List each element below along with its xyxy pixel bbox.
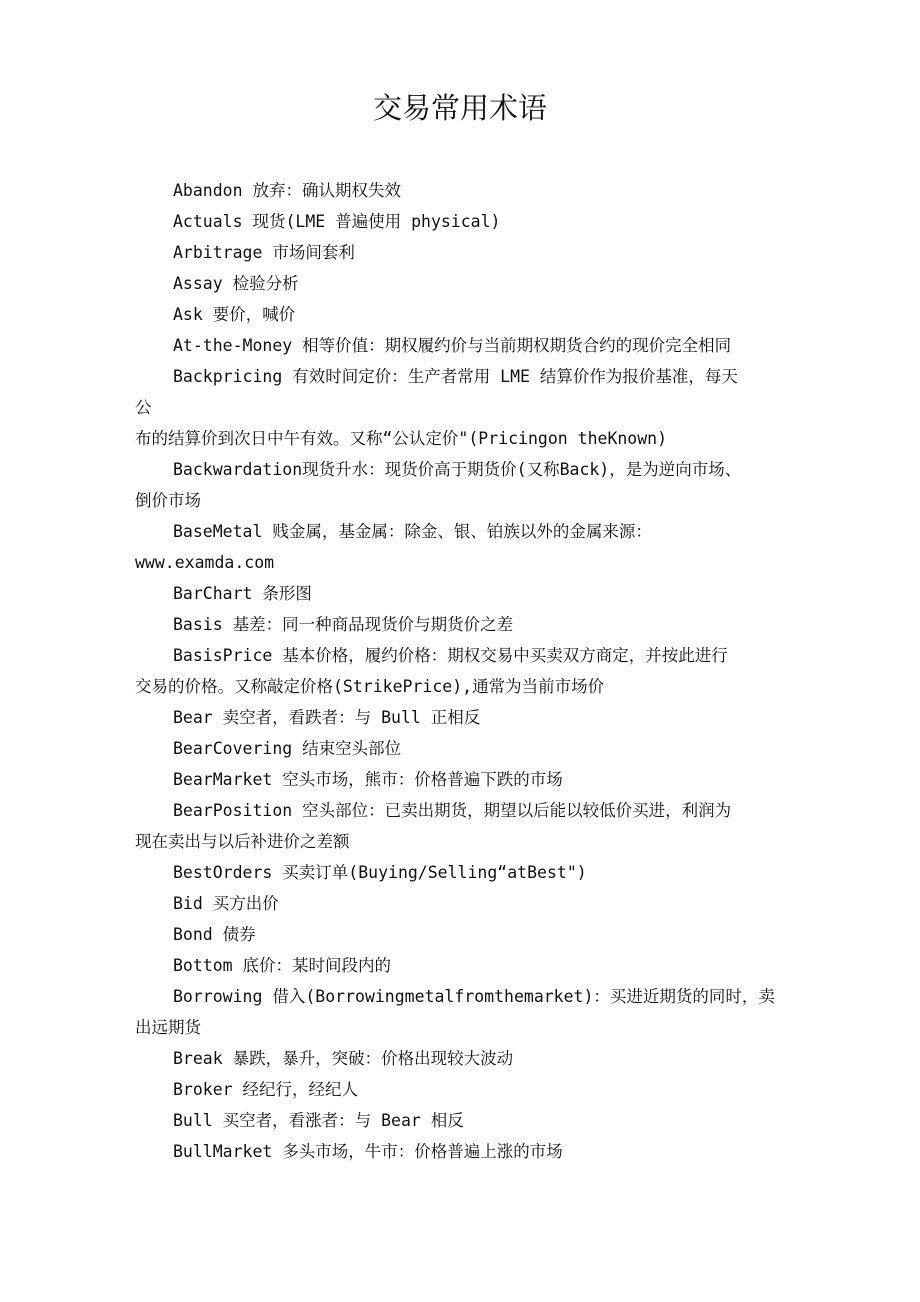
paragraph-line: Ask 要价，喊价 (173, 305, 296, 324)
paragraph-line: Arbitrage 市场间套利 (173, 243, 355, 262)
paragraph-line: Borrowing 借入(Borrowingmetalfromthemarket)：买进近期货的同时，卖 (173, 987, 775, 1006)
paragraph-line: BearCovering 结束空头部位 (173, 739, 402, 758)
paragraph-line: BarChart 条形图 (173, 584, 312, 603)
paragraph-line: Actuals 现货(LME 普遍使用 physical) (173, 212, 501, 231)
paragraph-line: Bottom 底价：某时间段内的 (173, 956, 392, 975)
paragraph-line: 交易的价格。又称敲定价格(StrikePrice),通常为当前市场价 (135, 677, 605, 696)
paragraph-line: Break 暴跌，暴升，突破：价格出现较大波动 (173, 1049, 514, 1068)
paragraph-line: BearPosition 空头部位：已卖出期货，期望以后能以较低价买进，利润为 (173, 801, 732, 820)
paragraph-line: 布的结算价到次日中午有效。又称“公认定价"(Pricingon theKnown) (135, 429, 668, 448)
paragraph-line: Basis 基差：同一种商品现货价与期货价之差 (173, 615, 514, 634)
paragraph-line: BaseMetal 贱金属，基金属：除金、银、铂族以外的金属来源： (173, 522, 652, 541)
paragraph-line: Bond 债券 (173, 925, 256, 944)
paragraph-line: Backpricing 有效时间定价：生产者常用 LME 结算价作为报价基准，每天 (173, 367, 738, 386)
document-title: 交易常用术语 (372, 91, 547, 125)
paragraph-line: 公 (135, 398, 152, 417)
paragraph-line: Bear 卖空者，看跌者：与 Bull 正相反 (173, 708, 481, 727)
paragraph-line: At-the-Money 相等价值：期权履约价与当前期权期货合约的现价完全相同 (173, 336, 732, 355)
paragraph-line: Broker 经纪行，经纪人 (173, 1080, 359, 1099)
paragraph-line: BullMarket 多头市场，牛市：价格普遍上涨的市场 (173, 1142, 563, 1161)
paragraph-line: 现在卖出与以后补进价之差额 (135, 832, 350, 851)
paragraph-line: BestOrders 买卖订单(Buying/Selling“atBest") (173, 863, 587, 882)
paragraph-line: Assay 检验分析 (173, 274, 299, 293)
paragraph-line: 倒价市场 (135, 491, 201, 510)
paragraph-line: Backwardation现货升水：现货价高于期货价(又称Back)，是为逆向市场、 (173, 460, 742, 479)
document-body (135, 175, 785, 1167)
paragraph-line: BasisPrice 基本价格，履约价格：期权交易中买卖双方商定，并按此进行 (173, 646, 728, 665)
paragraph-line: Bull 买空者，看涨者：与 Bear 相反 (173, 1111, 464, 1130)
paragraph-line: 出远期货 (135, 1018, 201, 1037)
paragraph-line: www.examda.com (135, 553, 275, 572)
paragraph-line: Bid 买方出价 (173, 894, 279, 913)
paragraph-line: Abandon 放弃：确认期权失效 (173, 181, 401, 200)
paragraph-line: BearMarket 空头市场，熊市：价格普遍下跌的市场 (173, 770, 563, 789)
